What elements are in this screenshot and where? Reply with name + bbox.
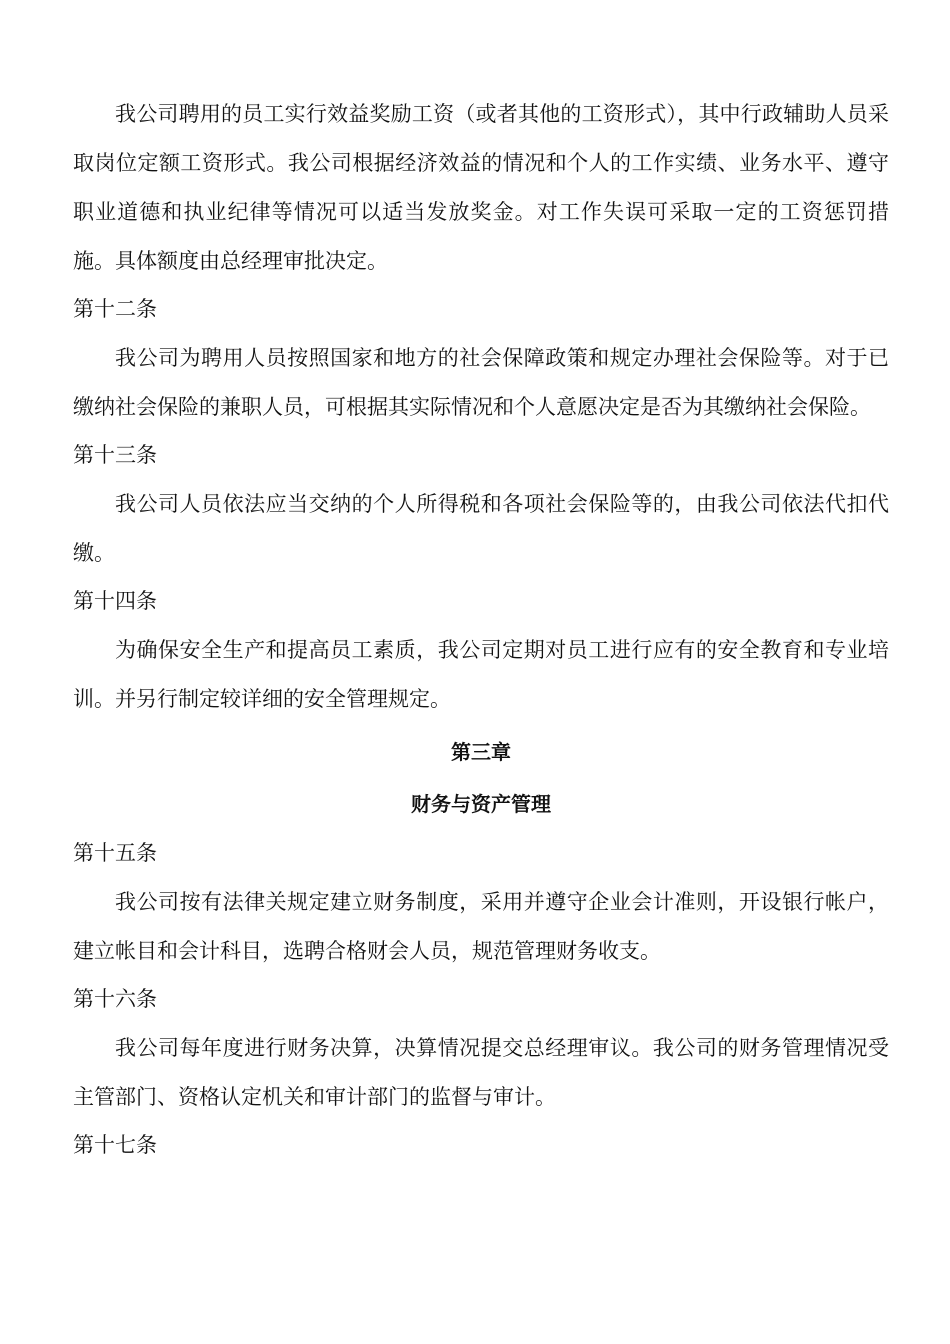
article-heading-16: 第十六条	[73, 987, 157, 1011]
chapter-number: 第三章	[451, 740, 511, 764]
paragraph-tax-withholding: 我公司人员依法应当交纳的个人所得税和各项社会保险等的，由我公司依法代扣代缴。	[73, 492, 889, 565]
paragraph-salary: 我公司聘用的员工实行效益奖励工资（或者其他的工资形式），其中行政辅助人员采取岗位定额工资形式。我公司根据经济效益的情况和个人的工作实绩、业务水平、遵守职业道德和执业纪律等情况可以适当发放奖金。对工作失误可采取一定的工资惩罚措施。具体额度由总经理审批决定。	[73, 102, 889, 273]
article-heading-15: 第十五条	[73, 841, 157, 865]
paragraph-annual-accounts: 我公司每年度进行财务决算，决算情况提交总经理审议。我公司的财务管理情况受主管部门、资格认定机关和审计部门的监督与审计。	[73, 1036, 889, 1109]
document-page	[73, 90, 889, 1170]
paragraph-social-insurance: 我公司为聘用人员按照国家和地方的社会保障政策和规定办理社会保险等。对于已缴纳社会保险的兼职人员，可根据其实际情况和个人意愿决定是否为其缴纳社会保险。	[73, 346, 889, 419]
paragraph-safety-training: 为确保安全生产和提高员工素质，我公司定期对员工进行应有的安全教育和专业培训。并另行制定较详细的安全管理规定。	[73, 638, 889, 711]
article-heading-17: 第十七条	[73, 1133, 157, 1157]
article-heading-14: 第十四条	[73, 589, 157, 613]
article-heading-12: 第十二条	[73, 297, 157, 321]
article-heading-13: 第十三条	[73, 443, 157, 467]
paragraph-financial-system: 我公司按有法律关规定建立财务制度，采用并遵守企业会计准则，开设银行帐户，建立帐目和会计科目，选聘合格财会人员，规范管理财务收支。	[73, 890, 889, 963]
chapter-title: 财务与资产管理	[411, 792, 551, 816]
